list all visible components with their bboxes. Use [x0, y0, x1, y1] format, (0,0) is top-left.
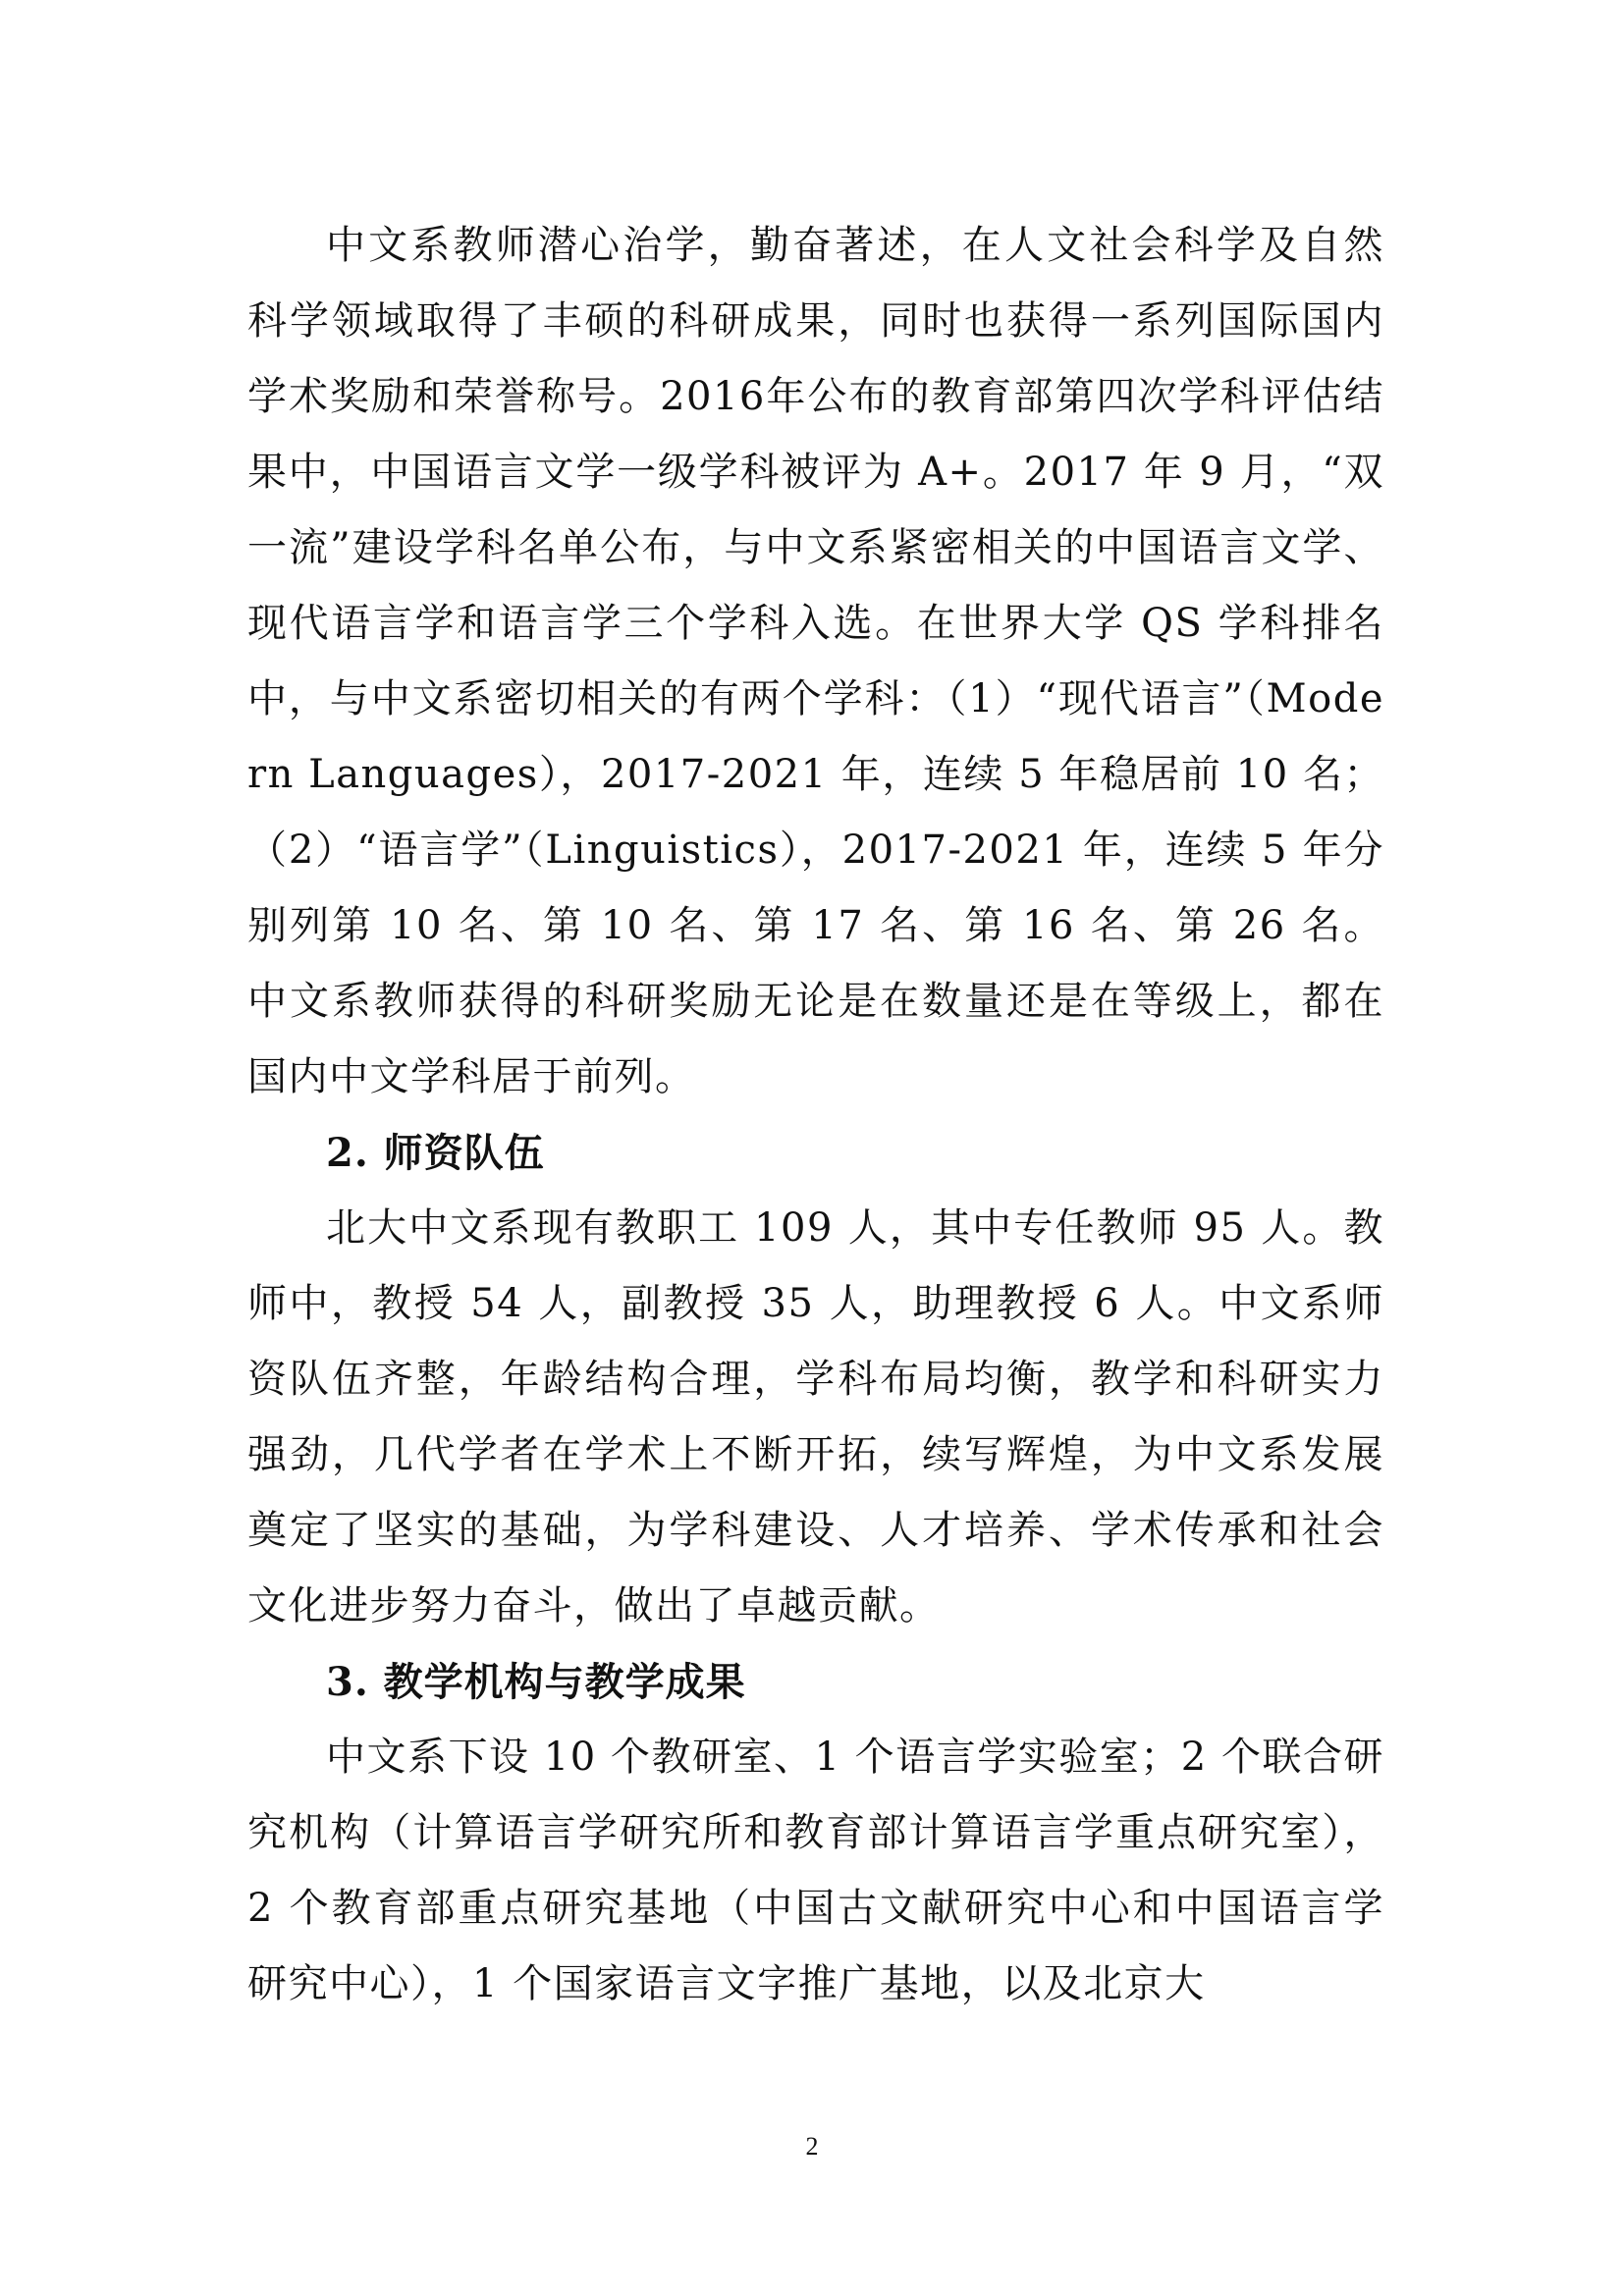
section-heading-teaching: 3. 教学机构与教学成果: [326, 1659, 746, 1705]
paragraph-teaching-institutions: 中文系下设 10 个教研室、1 个语言学实验室；2 个联合研究机构（计算语言学研究所和教育部计算语言学重点研究室），2 个教育部重点研究基地（中国古文献研究中心和中国语言学研究中心），1 个国家语言文字推广基地，以及北京大: [247, 1735, 1384, 2006]
page-number: 2: [805, 2132, 819, 2161]
section-heading-faculty: 2. 师资队伍: [326, 1130, 545, 1176]
page-content: [247, 208, 1384, 2022]
paragraph-faculty: 北大中文系现有教职工 109 人，其中专任教师 95 人。教师中，教授 54 人，副教授 35 人，助理教授 6 人。中文系师资队伍齐整，年龄结构合理，学科布局均衡，教学和科研实力强劲，几代学者在学术上不断开拓，续写辉煌，为中文系发展奠定了坚实的基础，为学科建设、人才培养、学术传承和社会文化进步努力奋斗，做出了卓越贡献。: [247, 1205, 1384, 1629]
paragraph-research-achievements: 中文系教师潜心治学，勤奋著述，在人文社会科学及自然科学领域取得了丰硕的科研成果，同时也获得一系列国际国内学术奖励和荣誉称号。2016年公布的教育部第四次学科评估结果中，中国语言文学一级学科被评为 A+。2017 年 9 月，“双一流”建设学科名单公布，与中文系紧密相关的中国语言文学、现代语言学和语言学三个学科入选。在世界大学 QS 学科排名中，与中文系密切相关的有两个学科：（1）“现代语言”（Modern Languages），2017-2021 年，连续 5 年稳居前 10 名；（2）“语言学”（Linguistics），2017-2021 年，连续 5 年分别列第 10 名、第 10 名、第 17 名、第 16 名、第 26 名。中文系教师获得的科研奖励无论是在数量还是在等级上，都在国内中文学科居于前列。: [247, 223, 1384, 1099]
